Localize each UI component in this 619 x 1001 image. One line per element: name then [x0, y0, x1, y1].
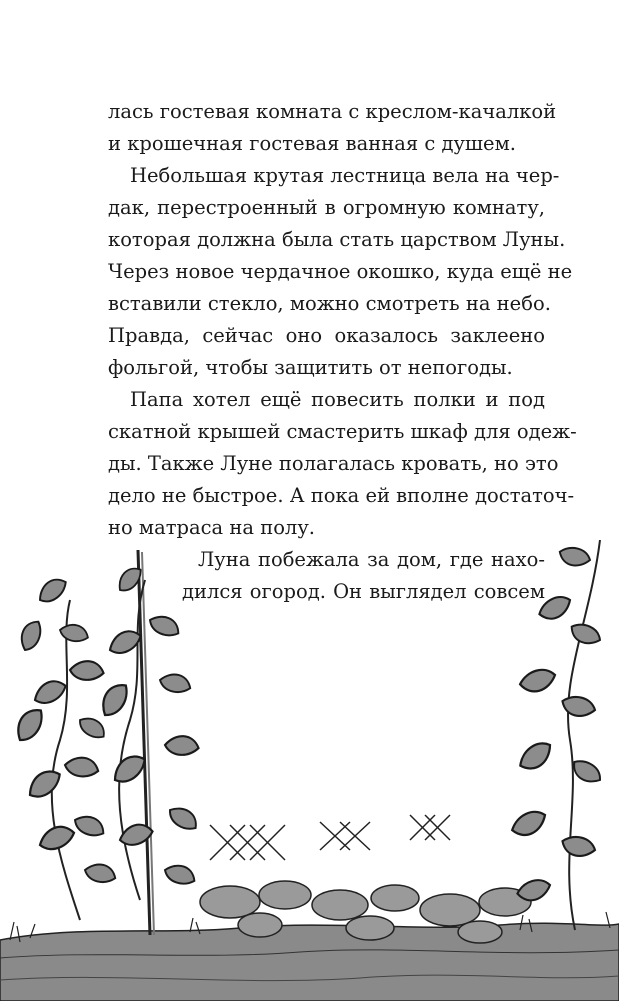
text-line: Папа хотел ещё повесить полки и под: [130, 388, 545, 411]
text-line: Через новое чердачное окошко, куда ещё не: [108, 260, 573, 283]
text-line: скатной крышей смастерить шкаф для одеж-: [108, 420, 577, 443]
text-line: дело не быстрое. А пока ей вполне достаточ-: [108, 484, 575, 507]
text-line: лась гостевая комната с креслом-качалкой: [108, 100, 557, 123]
text-line: но матраса на полу.: [108, 516, 315, 539]
text-line: ды. Также Луне полагалась кровать, но это: [108, 452, 559, 475]
text-line: и крошечная гостевая ванная с душем.: [108, 132, 516, 155]
text-line: которая должна была стать царством Луны.: [108, 228, 566, 251]
garden-illustration: [0, 540, 619, 1001]
text-line: Небольшая крутая лестница вела на чер-: [130, 164, 560, 187]
text-line: фольгой, чтобы защитить от непогоды.: [108, 356, 513, 379]
text-line: Луна побежала за дом, где нахо-: [198, 548, 545, 571]
text-line: дился огород. Он выглядел совсем: [182, 580, 545, 603]
text-line: Правда, сейчас оно оказалось заклеено: [108, 324, 545, 347]
text-line: вставили стекло, можно смотреть на небо.: [108, 292, 551, 315]
text-line: дак, перестроенный в огромную комнату,: [108, 196, 545, 219]
